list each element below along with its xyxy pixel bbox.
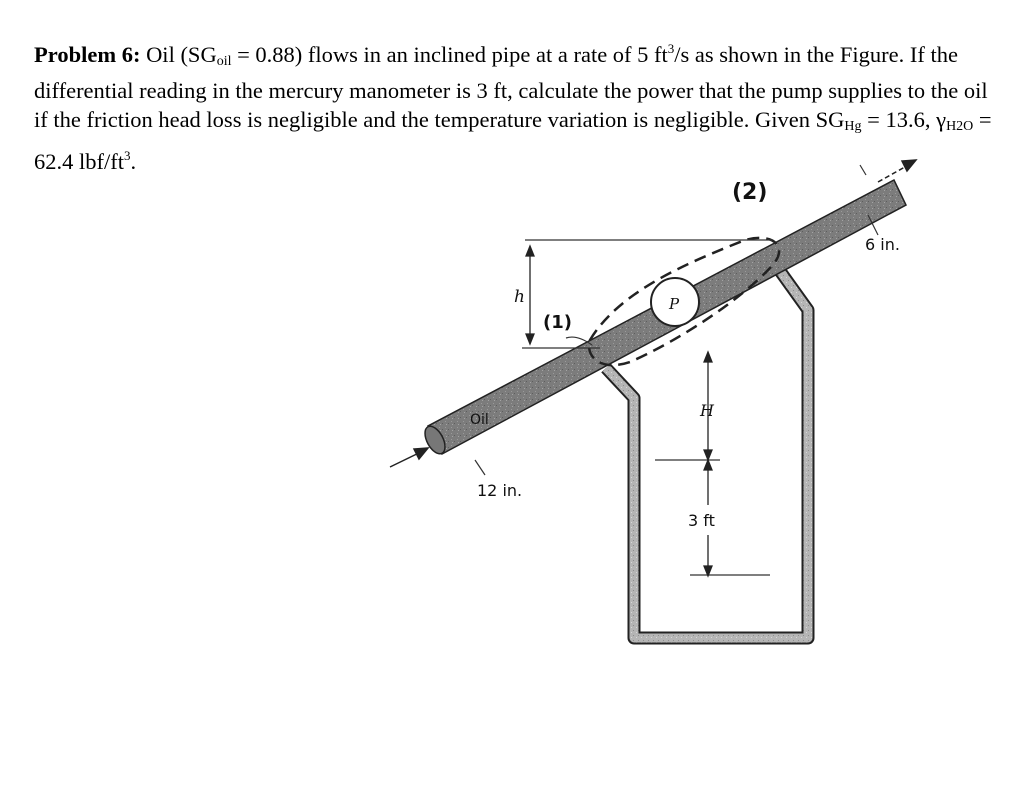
problem-text-2: = 0.88) flows in an inclined pipe at a rate of 5 ft [231,42,668,67]
pump-label: P [669,295,680,313]
6in-label: 6 in. [865,235,900,254]
subscript-h2o: H2O [946,119,974,134]
flow-arrow-inlet [390,448,428,467]
subscript-hg: Hg [844,119,862,134]
h-label: h [514,287,525,307]
problem-text-1: Oil (SG [140,42,217,67]
12in-label: 12 in. [477,481,523,500]
oil-label: Oil [470,412,489,428]
superscript-3b: 3 [124,148,131,163]
problem-text-6: . [130,149,137,174]
H-label: H [700,401,714,420]
section-2-label: (2) [732,180,768,205]
problem-text-3: /s as shown in the Figure. If the differential reading in the mercury manometer is 3 ft, calculate the power that the pump supplies to the oil if the friction head loss is negligible and the temperature variation is negligible. Given SG [34,42,988,132]
section-1-label: (1) [543,312,572,333]
3ft-label: 3 ft [688,511,715,530]
superscript-3: 3 [667,41,675,56]
flow-arrow-outlet [878,160,916,182]
problem-heading: Problem 6: [34,42,141,67]
subscript-oil: oil [216,54,232,69]
problem-text-4: = 13.6, γ [861,107,947,132]
h-dimension-arrow [526,246,534,344]
problem-text-5: = 62.4 lbf/ft [34,107,992,174]
